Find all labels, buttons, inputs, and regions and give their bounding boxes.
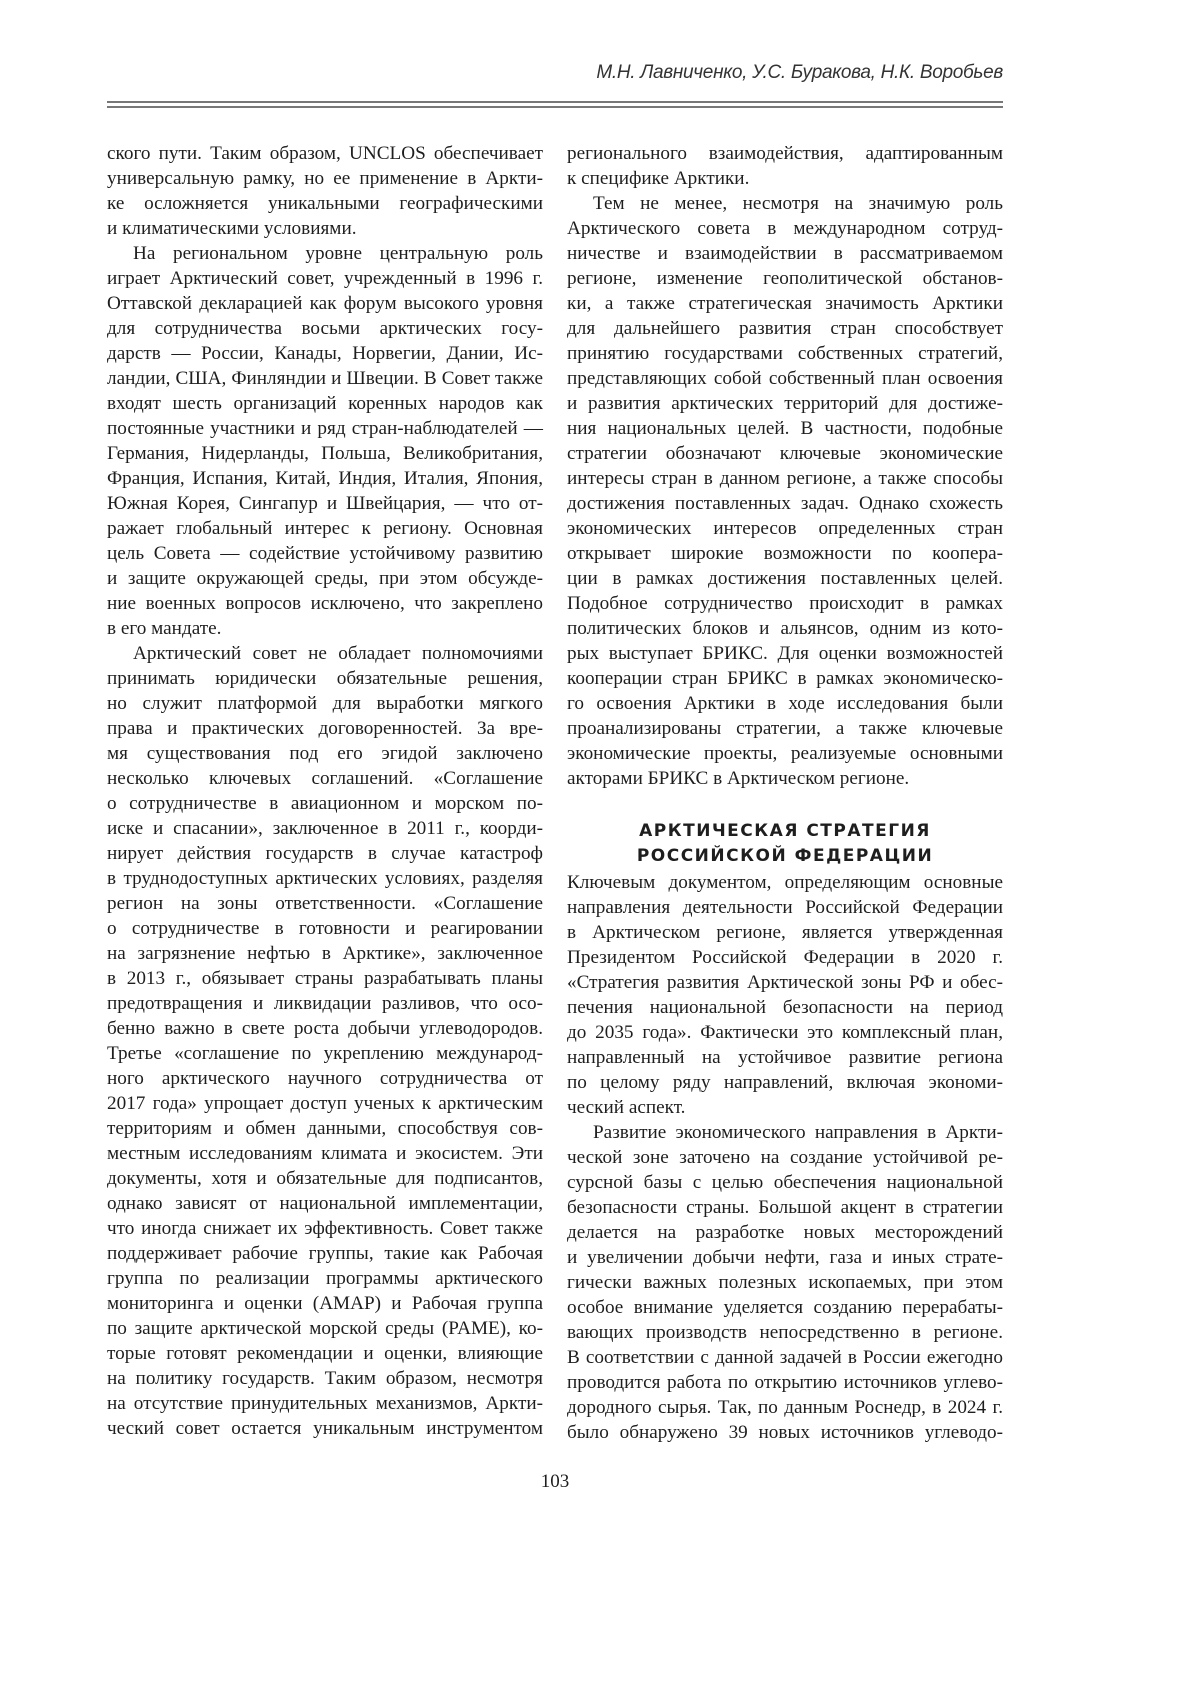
- text-line: предотвращения и ликвидации разливов, что осо-: [107, 991, 543, 1016]
- text-line: регионе, изменение геополитической обстанов-: [567, 266, 1003, 291]
- text-line: по защите арктической морской среды (PAME), ко-: [107, 1316, 543, 1341]
- text-line: принимать юридически обязательные решения,: [107, 666, 543, 691]
- text-line: экономические проекты, реализуемые основными: [567, 741, 1003, 766]
- text-line: достижения поставленных задач. Однако схожесть: [567, 491, 1003, 516]
- text-line: ного арктического научного сотрудничества от: [107, 1066, 543, 1091]
- text-line: нирует действия государств в случае катастроф: [107, 841, 543, 866]
- text-line: мониторинга и оценки (AMAP) и Рабочая группа: [107, 1291, 543, 1316]
- text-line: политических блоков и альянсов, одним из кото-: [567, 616, 1003, 641]
- text-line: ничестве и взаимодействии в рассматриваемом: [567, 241, 1003, 266]
- text-line: и климатическими условиями.: [107, 216, 543, 241]
- text-line: Германия, Нидерланды, Польша, Великобритания,: [107, 441, 543, 466]
- text-line: ского пути. Таким образом, UNCLOS обеспечивает: [107, 141, 543, 166]
- text-line: ния национальных целей. В частности, подобные: [567, 416, 1003, 441]
- text-line: Президентом Российской Федерации в 2020 г.: [567, 945, 1003, 970]
- text-line: в его мандате.: [107, 616, 543, 641]
- text-line: Арктического совета в международном сотруд-: [567, 216, 1003, 241]
- text-line: На региональном уровне центральную роль: [107, 241, 543, 266]
- text-line: представляющих собой собственный план освоения: [567, 366, 1003, 391]
- text-line: однако зависят от национальной имплементации,: [107, 1191, 543, 1216]
- text-line: по целому ряду направлений, включая экономи-: [567, 1070, 1003, 1095]
- text-line: регион на зоны ответственности. «Соглашение: [107, 891, 543, 916]
- text-line: Тем не менее, несмотря на значимую роль: [567, 191, 1003, 216]
- text-line: права и практических договоренностей. За вре-: [107, 716, 543, 741]
- header-double-rule: [107, 101, 1003, 108]
- text-line: сурсной базы с целью обеспечения национальной: [567, 1170, 1003, 1195]
- text-line: Южная Корея, Сингапур и Швейцария, — что от-: [107, 491, 543, 516]
- text-line: в труднодоступных арктических условиях, разделяя: [107, 866, 543, 891]
- text-line: местным исследованиям климата и экосистем. Эти: [107, 1141, 543, 1166]
- text-line: 2017 года» упрощает доступ ученых к арктическим: [107, 1091, 543, 1116]
- right-column: [567, 141, 1003, 1445]
- text-line: рых выступает БРИКС. Для оценки возможностей: [567, 641, 1003, 666]
- text-line: Оттавской декларацией как форум высокого уровня: [107, 291, 543, 316]
- text-line: направленный на устойчивое развитие региона: [567, 1045, 1003, 1070]
- right-column-section: [567, 870, 1003, 1445]
- text-line: Развитие экономического направления в Аркти-: [567, 1120, 1003, 1145]
- text-line: экономических интересов определенных стран: [567, 516, 1003, 541]
- text-line: открывает широкие возможности по коопера-: [567, 541, 1003, 566]
- text-line: бенно важно в свете роста добычи углеводородов.: [107, 1016, 543, 1041]
- text-line: Арктический совет не обладает полномочиями: [107, 641, 543, 666]
- text-line: к специфике Арктики.: [567, 166, 1003, 191]
- text-line: и развития арктических территорий для достиже-: [567, 391, 1003, 416]
- text-line: универсальную рамку, но ее применение в Аркти-: [107, 166, 543, 191]
- text-line: Третье «соглашение по укреплению международ-: [107, 1041, 543, 1066]
- paragraph: [567, 141, 1003, 191]
- text-line: иске и спасании», заключенное в 2011 г., коорди-: [107, 816, 543, 841]
- text-line: кооперации стран БРИКС в рамках экономическо-: [567, 666, 1003, 691]
- text-line: о сотрудничестве в авиационном и морском по-: [107, 791, 543, 816]
- section-heading: [567, 819, 1003, 869]
- text-line: и защите окружающей среды, при этом обсужде-: [107, 566, 543, 591]
- text-line: на загрязнение нефтью в Арктике», заключенное: [107, 941, 543, 966]
- text-line: документы, хотя и обязательные для подписантов,: [107, 1166, 543, 1191]
- text-line: ческий аспект.: [567, 1095, 1003, 1120]
- text-line: цель Совета — содействие устойчивому развитию: [107, 541, 543, 566]
- text-line: в 2013 г., обязывает страны разрабатывать планы: [107, 966, 543, 991]
- text-line: проводится работа по открытию источников углево-: [567, 1370, 1003, 1395]
- paragraph: [567, 1120, 1003, 1445]
- text-line: и увеличении добычи нефти, газа и иных страте-: [567, 1245, 1003, 1270]
- text-line: для дальнейшего развития стран способствует: [567, 316, 1003, 341]
- section-heading-line: АРКТИЧЕСКАЯ СТРАТЕГИЯ: [567, 819, 1003, 844]
- text-line: ческой зоне заточено на создание устойчивой ре-: [567, 1145, 1003, 1170]
- running-header-authors: М.Н. Лавниченко, У.С. Буракова, Н.К. Воробьев: [596, 62, 1003, 84]
- text-line: в Арктическом регионе, является утвержденная: [567, 920, 1003, 945]
- text-line: на политику государств. Таким образом, несмотря: [107, 1366, 543, 1391]
- paragraph: [107, 241, 543, 641]
- paragraph: [107, 141, 543, 241]
- text-line: территориям и обмен данными, способствуя сов-: [107, 1116, 543, 1141]
- text-line: было обнаружено 39 новых источников углеводо-: [567, 1420, 1003, 1445]
- text-line: особое внимание уделяется созданию перерабаты-: [567, 1295, 1003, 1320]
- section-heading-line: РОССИЙСКОЙ ФЕДЕРАЦИИ: [567, 844, 1003, 869]
- text-line: но служит платформой для выработки мягкого: [107, 691, 543, 716]
- text-line: ландии, США, Финляндии и Швеции. В Совет также: [107, 366, 543, 391]
- paragraph: [567, 191, 1003, 791]
- text-line: безопасности страны. Большой акцент в стратегии: [567, 1195, 1003, 1220]
- text-line: ражает глобальный интерес к региону. Основная: [107, 516, 543, 541]
- text-line: поддерживает рабочие группы, такие как Рабочая: [107, 1241, 543, 1266]
- paragraph: [567, 870, 1003, 1120]
- text-line: мя существования под его эгидой заключено: [107, 741, 543, 766]
- text-line: для сотрудничества восьми арктических госу-: [107, 316, 543, 341]
- text-line: постоянные участники и ряд стран-наблюдателей —: [107, 416, 543, 441]
- text-line: ческий совет остается уникальным инструментом: [107, 1416, 543, 1441]
- text-line: В соответствии с данной задачей в России ежегодно: [567, 1345, 1003, 1370]
- text-line: принятию государствами собственных стратегий,: [567, 341, 1003, 366]
- page-number: 103: [0, 1471, 1110, 1493]
- text-line: что иногда снижает их эффективность. Совет также: [107, 1216, 543, 1241]
- left-column: [107, 141, 543, 1441]
- paragraph: [107, 641, 543, 1441]
- text-line: до 2035 года». Фактически это комплексный план,: [567, 1020, 1003, 1045]
- text-line: печения национальной безопасности на период: [567, 995, 1003, 1020]
- text-line: Ключевым документом, определяющим основные: [567, 870, 1003, 895]
- text-line: регионального взаимодействия, адаптированным: [567, 141, 1003, 166]
- right-column-intro: [567, 141, 1003, 791]
- text-line: входят шесть организаций коренных народов как: [107, 391, 543, 416]
- text-line: акторами БРИКС в Арктическом регионе.: [567, 766, 1003, 791]
- text-line: интересы стран в данном регионе, а также способы: [567, 466, 1003, 491]
- text-line: дарств — России, Канады, Норвегии, Дании, Ис-: [107, 341, 543, 366]
- text-line: вающих производств непосредственно в регионе.: [567, 1320, 1003, 1345]
- text-line: на отсутствие принудительных механизмов, Аркти-: [107, 1391, 543, 1416]
- text-line: направления деятельности Российской Федерации: [567, 895, 1003, 920]
- text-line: «Стратегия развития Арктической зоны РФ и обес-: [567, 970, 1003, 995]
- text-line: Подобное сотрудничество происходит в рамках: [567, 591, 1003, 616]
- text-line: ке осложняется уникальными географическими: [107, 191, 543, 216]
- text-line: дородного сырья. Так, по данным Роснедр, в 2024 г.: [567, 1395, 1003, 1420]
- text-line: играет Арктический совет, учрежденный в 1996 г.: [107, 266, 543, 291]
- text-line: проанализированы стратегии, а также ключевые: [567, 716, 1003, 741]
- text-line: ции в рамках достижения поставленных целей.: [567, 566, 1003, 591]
- text-line: ние военных вопросов исключено, что закреплено: [107, 591, 543, 616]
- text-line: Франция, Испания, Китай, Индия, Италия, Япония,: [107, 466, 543, 491]
- text-line: торые готовят рекомендации и оценки, влияющие: [107, 1341, 543, 1366]
- text-line: го освоения Арктики в ходе исследования были: [567, 691, 1003, 716]
- text-line: о сотрудничестве в готовности и реагировании: [107, 916, 543, 941]
- text-line: гически важных полезных ископаемых, при этом: [567, 1270, 1003, 1295]
- text-line: несколько ключевых соглашений. «Соглашение: [107, 766, 543, 791]
- text-line: стратегии обозначают ключевые экономические: [567, 441, 1003, 466]
- text-line: группа по реализации программы арктического: [107, 1266, 543, 1291]
- text-line: ки, а также стратегическая значимость Арктики: [567, 291, 1003, 316]
- text-line: делается на разработке новых месторождений: [567, 1220, 1003, 1245]
